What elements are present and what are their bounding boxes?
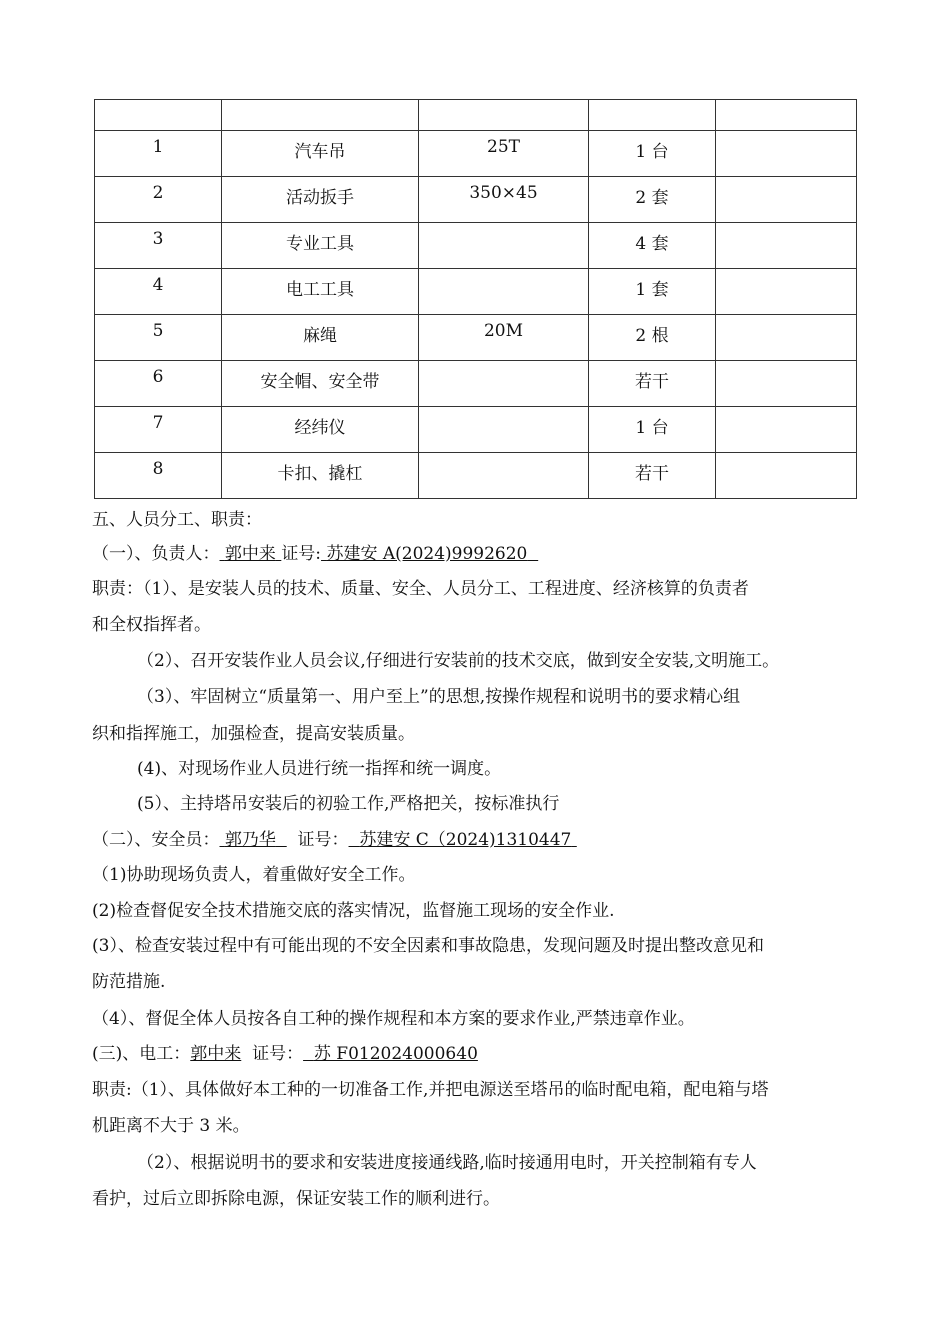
safety-duty-2: (2)检查督促安全技术措施交底的落实情况，监督施工现场的安全作业. [92,901,615,921]
electrician-duty-2a: （2）、根据说明书的要求和安装进度接通线路,临时接通用电时，开关控制箱有专人 [137,1153,757,1173]
table-cell-name: 安全帽、安全带 [222,361,419,407]
table-cell-name: 活动扳手 [222,177,419,223]
table-cell-no: 3 [95,223,222,269]
table-cell-name: 专业工具 [222,223,419,269]
table-cell-note [716,223,857,269]
table-cell-spec [419,453,589,499]
leader-duty-3a: （3）、牢固树立“质量第一、用户至上”的思想,按操作规程和说明书的要求精心组 [137,687,741,707]
table-cell-spec: 25T [419,131,589,177]
table-cell-note [716,453,857,499]
table-cell-qty: 2 根 [589,315,716,361]
table-cell-qty: 1 套 [589,269,716,315]
table-cell-no: 7 [95,407,222,453]
leader-duty-3b: 织和指挥施工，加强检查，提高安装质量。 [92,724,415,744]
safety-duty-1: （1)协助现场负责人，着重做好安全工作。 [92,865,416,885]
electrician-duty-1b: 机距离不大于 3 米。 [92,1116,250,1136]
leader-line [92,543,538,565]
leader-cert-label: 证号: [281,544,322,564]
table-cell-spec: 350×45 [419,177,589,223]
electrician-line [92,1043,478,1065]
table-cell-spec [419,269,589,315]
table-cell-note [716,361,857,407]
table-row [95,315,857,361]
leader-cert: 苏建安 A(2024)9992620 [326,544,528,564]
table-cell-spec [419,223,589,269]
leader-duty-5: (5）、主持塔吊安装后的初验工作,严格把关，按标准执行 [137,794,560,814]
safety-duty-3a: (3）、检查安装过程中有可能出现的不安全因素和事故隐患，发现问题及时提出整改意见和 [92,936,764,956]
table-cell-name: 经纬仪 [222,407,419,453]
leader-duty-2: （2）、召开安装作业人员会议,仔细进行安装前的技术交底，做到安全安装,文明施工。 [137,651,780,671]
safety-cert-label: 证号： [297,830,349,850]
leader-duty-4: (4)、对现场作业人员进行统一指挥和统一调度。 [137,759,502,779]
table-cell-no: 2 [95,177,222,223]
table-cell [716,100,857,131]
table-cell [95,100,222,131]
table-cell-qty: 1 台 [589,131,716,177]
table-cell-qty: 1 台 [589,407,716,453]
table-header-row [95,100,857,131]
table-cell-spec [419,361,589,407]
electrician-duty-2b: 看护，过后立即拆除电源，保证安装工作的顺利进行。 [92,1189,500,1209]
table-cell-spec [419,407,589,453]
electrician-duty-1a: 职责:（1）、具体做好本工种的一切准备工作,并把电源送至塔吊的临时配电箱，配电箱与塔 [92,1080,769,1100]
section-title: 五、人员分工、职责： [92,510,262,530]
table-row [95,407,857,453]
table-cell-no: 6 [95,361,222,407]
table-cell-no: 8 [95,453,222,499]
leader-duty-1b: 和全权指挥者。 [92,615,211,635]
safety-name: 郭乃华 [224,830,276,850]
table-row [95,177,857,223]
table-cell-name: 电工工具 [222,269,419,315]
table-cell-qty: 4 套 [589,223,716,269]
electrician-cert: 苏 F012024000640 [313,1044,478,1064]
safety-line [92,829,577,851]
electrician-cert-label: 证号： [252,1044,304,1064]
table-cell-note [716,407,857,453]
table-cell-note [716,269,857,315]
table-cell-name: 汽车吊 [222,131,419,177]
table-row [95,223,857,269]
table-cell [419,100,589,131]
table-row [95,131,857,177]
table-cell-note [716,131,857,177]
table-cell [589,100,716,131]
table-cell-qty: 2 套 [589,177,716,223]
table-cell-no: 1 [95,131,222,177]
table-cell-qty: 若干 [589,453,716,499]
safety-prefix: （二）、安全员： [92,830,220,850]
leader-prefix: （一）、负责人： [92,544,220,564]
electrician-prefix: (三)、电工： [92,1044,191,1064]
table-cell-name: 麻绳 [222,315,419,361]
table-cell-no: 4 [95,269,222,315]
table-row [95,269,857,315]
table-cell-note [716,315,857,361]
table-cell-no: 5 [95,315,222,361]
table-cell [222,100,419,131]
leader-name: 郭中来 [224,544,276,564]
table-cell-note [716,177,857,223]
table-cell-qty: 若干 [589,361,716,407]
electrician-name: 郭中来 [190,1044,242,1064]
table-cell-spec: 20M [419,315,589,361]
table-row [95,453,857,499]
safety-duty-4: （4）、督促全体人员按各自工种的操作规程和本方案的要求作业,严禁违章作业。 [92,1009,695,1029]
table-cell-name: 卡扣、撬杠 [222,453,419,499]
safety-cert: 苏建安 C（2024)1310447 [359,830,572,850]
leader-duty-1a: 职责：（1）、是安装人员的技术、质量、安全、人员分工、工程进度、经济核算的负责者 [92,579,749,599]
table-row [95,361,857,407]
tools-table [94,99,857,499]
safety-duty-3b: 防范措施. [92,972,166,992]
